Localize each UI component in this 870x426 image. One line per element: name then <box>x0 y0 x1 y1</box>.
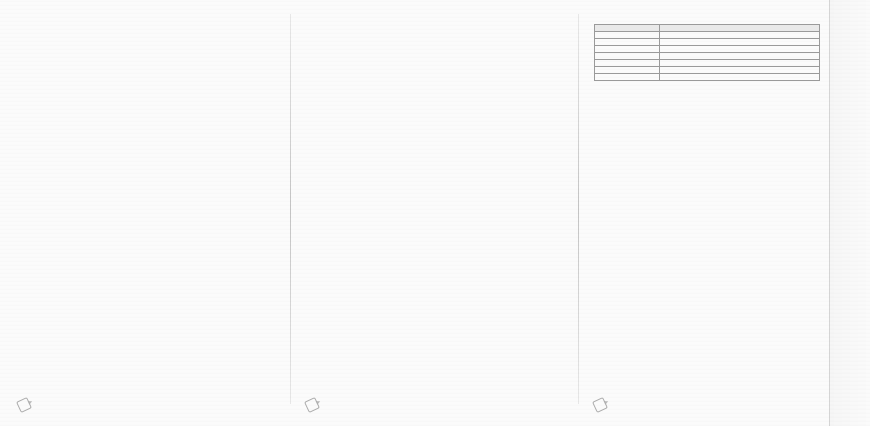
table-row <box>595 60 820 67</box>
pencil-icon <box>16 397 32 413</box>
table-cell-events <box>660 74 820 81</box>
footer-left <box>594 399 612 411</box>
binding-strip-text <box>840 70 860 370</box>
table-caption <box>594 20 820 24</box>
table-cell-events <box>660 67 820 74</box>
pencil-icon <box>304 397 320 413</box>
table-cell-events <box>660 46 820 53</box>
page-footer <box>306 398 566 412</box>
table-cell-period <box>595 46 660 53</box>
table-cell-events <box>660 39 820 46</box>
middle-column <box>296 8 576 418</box>
table-body <box>595 32 820 81</box>
table-cell-events <box>660 53 820 60</box>
spacer <box>594 81 820 89</box>
table-row <box>595 67 820 74</box>
left-column <box>8 8 288 418</box>
table-cell-period <box>595 60 660 67</box>
table-cell-period <box>595 32 660 39</box>
table-head <box>595 25 820 32</box>
footer-left <box>18 399 36 411</box>
binding-strip <box>829 0 870 426</box>
page-footer <box>18 398 278 412</box>
table-cell-events <box>660 60 820 67</box>
table-cell-events <box>660 32 820 39</box>
table-header-cell <box>595 25 660 32</box>
table-cell-period <box>595 53 660 60</box>
right-column <box>584 8 830 418</box>
table-row <box>595 32 820 39</box>
table-cell-period <box>595 74 660 81</box>
table-row <box>595 46 820 53</box>
page-footer <box>594 398 820 412</box>
table-header-cell <box>660 25 820 32</box>
timeline-table <box>594 20 820 81</box>
table-row <box>595 39 820 46</box>
table-header-row <box>595 25 820 32</box>
table-row <box>595 74 820 81</box>
column-divider <box>290 14 291 404</box>
footer-left <box>306 399 324 411</box>
column-divider <box>578 14 579 404</box>
table-cell-period <box>595 67 660 74</box>
table-cell-period <box>595 39 660 46</box>
table-row <box>595 53 820 60</box>
pencil-icon <box>592 397 608 413</box>
